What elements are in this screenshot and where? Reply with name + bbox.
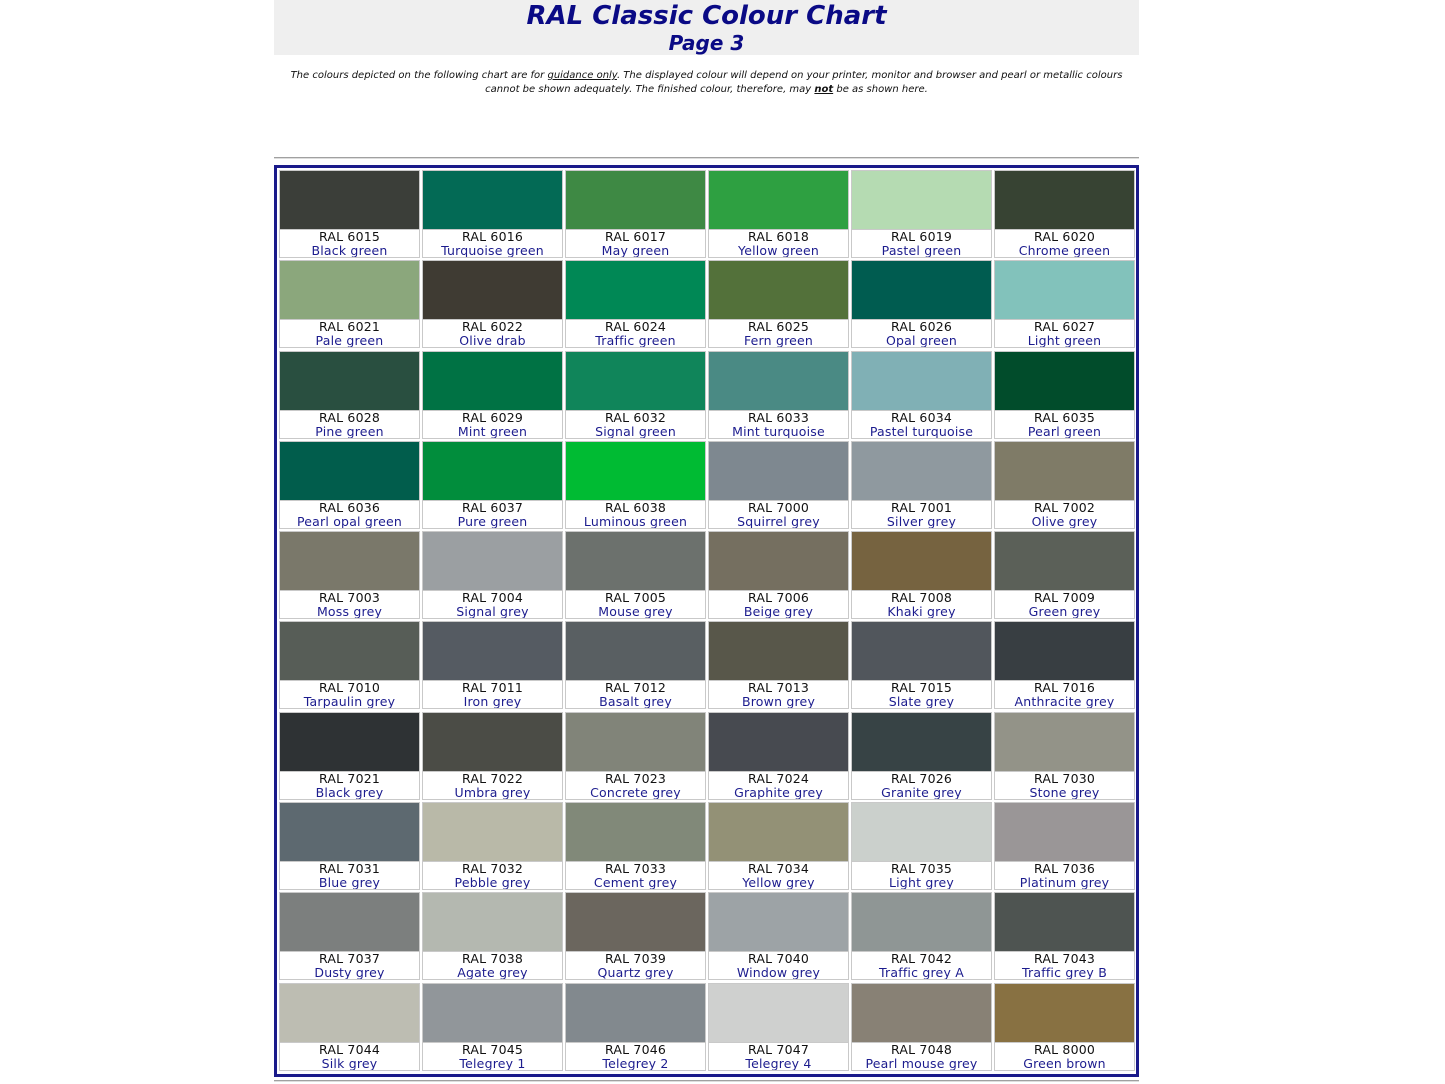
colour-code: RAL 7045	[461, 1041, 524, 1057]
colour-name: Light grey	[888, 875, 955, 891]
colour-code: RAL 6024	[604, 319, 667, 335]
colour-code: RAL 7011	[461, 680, 524, 696]
colour-swatch	[709, 171, 848, 230]
colour-cell	[279, 260, 420, 348]
colour-code: RAL 6034	[890, 409, 953, 425]
colour-name: Pastel turquoise	[869, 423, 974, 439]
colour-swatch	[566, 713, 705, 772]
colour-code: RAL 6036	[318, 499, 381, 515]
colour-cell	[565, 802, 706, 890]
colour-name: Squirrel grey	[737, 513, 820, 529]
colour-grid	[279, 170, 1135, 1071]
colour-code: RAL 7044	[318, 1041, 381, 1057]
colour-cell	[279, 712, 420, 800]
colour-cell	[279, 170, 420, 258]
colour-name: Quartz grey	[597, 965, 674, 981]
colour-name: Window grey	[736, 965, 821, 981]
colour-cell	[422, 260, 563, 348]
colour-code: RAL 7022	[461, 770, 524, 786]
colour-code: RAL 6019	[890, 229, 953, 244]
colour-cell	[708, 260, 849, 348]
colour-swatch	[995, 893, 1134, 952]
divider-top	[274, 157, 1139, 159]
colour-cell	[851, 531, 992, 619]
colour-code: RAL 7004	[461, 590, 524, 606]
colour-cell	[565, 983, 706, 1071]
colour-cell	[279, 802, 420, 890]
colour-cell	[994, 621, 1135, 709]
colour-code: RAL 7032	[461, 861, 524, 877]
colour-swatch	[566, 261, 705, 320]
colour-swatch	[280, 803, 419, 862]
colour-name: Agate grey	[457, 965, 528, 981]
colour-name: Pastel green	[881, 243, 962, 258]
colour-swatch	[280, 893, 419, 952]
colour-swatch	[995, 442, 1134, 501]
colour-cell	[565, 531, 706, 619]
colour-code: RAL 7002	[1033, 499, 1096, 515]
colour-swatch	[852, 622, 991, 681]
colour-name: Anthracite grey	[1014, 694, 1115, 710]
colour-swatch	[995, 713, 1134, 772]
colour-swatch	[566, 803, 705, 862]
colour-code: RAL 7040	[747, 951, 810, 967]
colour-cell	[708, 621, 849, 709]
colour-name: Light green	[1027, 333, 1102, 349]
colour-swatch	[995, 532, 1134, 591]
colour-code: RAL 7031	[318, 861, 381, 877]
colour-swatch	[280, 352, 419, 411]
colour-cell	[994, 351, 1135, 439]
colour-cell	[708, 441, 849, 529]
colour-cell	[851, 712, 992, 800]
colour-cell	[565, 892, 706, 980]
colour-swatch	[995, 803, 1134, 862]
colour-swatch	[423, 171, 562, 230]
colour-code: RAL 7037	[318, 951, 381, 967]
colour-swatch	[852, 171, 991, 230]
colour-chart	[274, 165, 1139, 1077]
colour-swatch	[566, 352, 705, 411]
colour-swatch	[566, 984, 705, 1043]
colour-cell	[994, 892, 1135, 980]
colour-name: Green brown	[1023, 1055, 1106, 1071]
colour-cell	[994, 441, 1135, 529]
colour-name: Pebble grey	[454, 875, 531, 891]
colour-name: Cement grey	[593, 875, 678, 891]
colour-swatch	[995, 984, 1134, 1043]
colour-swatch	[423, 984, 562, 1043]
colour-code: RAL 6033	[747, 409, 810, 425]
colour-cell	[851, 802, 992, 890]
colour-swatch	[423, 352, 562, 411]
colour-code: RAL 7000	[747, 499, 810, 515]
colour-code: RAL 7021	[318, 770, 381, 786]
colour-name: Luminous green	[583, 513, 688, 529]
colour-cell	[708, 892, 849, 980]
disclaimer-part1: The colours depicted on the following chart are for	[290, 70, 548, 81]
colour-code: RAL 7036	[1033, 861, 1096, 877]
colour-code: RAL 6025	[747, 319, 810, 335]
colour-swatch	[852, 352, 991, 411]
colour-name: Turquoise green	[441, 243, 544, 258]
colour-cell	[279, 892, 420, 980]
colour-name: Platinum grey	[1019, 875, 1110, 891]
colour-name: Black grey	[315, 784, 384, 800]
colour-cell	[708, 531, 849, 619]
colour-name: Mint green	[457, 423, 528, 439]
colour-cell	[565, 441, 706, 529]
colour-name: Chrome green	[1018, 243, 1111, 258]
colour-name: Basalt grey	[599, 694, 672, 710]
colour-swatch	[709, 984, 848, 1043]
colour-cell	[994, 712, 1135, 800]
colour-name: Concrete grey	[590, 784, 681, 800]
colour-code: RAL 6021	[318, 319, 381, 335]
colour-name: Black green	[311, 243, 388, 258]
colour-cell	[422, 351, 563, 439]
colour-swatch	[995, 261, 1134, 320]
colour-name: Tarpaulin grey	[303, 694, 396, 710]
colour-swatch	[852, 893, 991, 952]
colour-code: RAL 6026	[890, 319, 953, 335]
colour-code: RAL 7038	[461, 951, 524, 967]
colour-name: Brown grey	[741, 694, 816, 710]
colour-cell	[708, 712, 849, 800]
colour-cell	[422, 892, 563, 980]
colour-name: Pure green	[457, 513, 528, 529]
colour-swatch	[995, 352, 1134, 411]
colour-swatch	[709, 442, 848, 501]
colour-name: Traffic grey A	[879, 965, 964, 981]
colour-cell	[565, 351, 706, 439]
colour-name: Signal green	[595, 423, 676, 439]
colour-cell	[279, 351, 420, 439]
colour-cell	[994, 260, 1135, 348]
colour-cell	[851, 892, 992, 980]
colour-code: RAL 7047	[747, 1041, 810, 1057]
colour-code: RAL 6027	[1033, 319, 1096, 335]
colour-code: RAL 6018	[747, 229, 810, 244]
colour-cell	[422, 712, 563, 800]
colour-name: Yellow green	[738, 243, 819, 258]
colour-code: RAL 7009	[1033, 590, 1096, 606]
colour-cell	[708, 802, 849, 890]
colour-code: RAL 7015	[890, 680, 953, 696]
colour-swatch	[852, 261, 991, 320]
colour-cell	[565, 260, 706, 348]
colour-code: RAL 6037	[461, 499, 524, 515]
colour-name: Pearl green	[1027, 423, 1102, 439]
colour-swatch	[709, 622, 848, 681]
colour-code: RAL 7048	[890, 1041, 953, 1057]
colour-cell	[279, 531, 420, 619]
colour-code: RAL 7043	[1033, 951, 1096, 967]
colour-cell	[422, 802, 563, 890]
colour-cell	[279, 621, 420, 709]
colour-cell	[422, 441, 563, 529]
colour-swatch	[280, 171, 419, 230]
colour-name: Stone grey	[1029, 784, 1100, 800]
colour-cell	[708, 351, 849, 439]
colour-name: Green grey	[1028, 604, 1101, 620]
colour-cell	[851, 260, 992, 348]
colour-cell	[565, 621, 706, 709]
colour-cell	[279, 983, 420, 1071]
colour-cell	[994, 983, 1135, 1071]
page-title: RAL Classic Colour Chart	[526, 1, 887, 31]
colour-swatch	[852, 713, 991, 772]
colour-swatch	[423, 442, 562, 501]
colour-name: Pearl mouse grey	[865, 1055, 978, 1071]
colour-code: RAL 6038	[604, 499, 667, 515]
colour-name: Slate grey	[888, 694, 955, 710]
colour-swatch	[280, 984, 419, 1043]
colour-code: RAL 7008	[890, 590, 953, 606]
colour-code: RAL 6017	[604, 229, 667, 244]
colour-cell	[708, 983, 849, 1071]
colour-name: May green	[601, 243, 670, 258]
colour-swatch	[423, 622, 562, 681]
page-subtitle: Page 3	[668, 31, 745, 55]
colour-code: RAL 7042	[890, 951, 953, 967]
colour-name: Telegrey 2	[602, 1055, 669, 1071]
colour-name: Blue grey	[318, 875, 381, 891]
colour-swatch	[709, 803, 848, 862]
page-header	[274, 0, 1139, 55]
colour-code: RAL 7012	[604, 680, 667, 696]
colour-cell	[851, 621, 992, 709]
colour-cell	[994, 531, 1135, 619]
colour-cell	[851, 170, 992, 258]
colour-swatch	[709, 532, 848, 591]
disclaimer-part2: . The displayed colour will depend on your printer, monitor and browser and pearl or metallic colours cannot be shown adequately. The finished colour, therefore, may	[485, 70, 1123, 95]
colour-name: Opal green	[886, 333, 957, 349]
colour-cell	[565, 712, 706, 800]
colour-name: Moss grey	[316, 604, 383, 620]
colour-code: RAL 7030	[1033, 770, 1096, 786]
colour-swatch	[280, 442, 419, 501]
colour-code: RAL 7005	[604, 590, 667, 606]
colour-name: Signal grey	[456, 604, 529, 620]
colour-name: Umbra grey	[454, 784, 531, 800]
colour-swatch	[423, 713, 562, 772]
colour-name: Mouse grey	[598, 604, 673, 620]
colour-code: RAL 6035	[1033, 409, 1096, 425]
colour-cell	[994, 802, 1135, 890]
colour-code: RAL 6028	[318, 409, 381, 425]
colour-swatch	[566, 171, 705, 230]
colour-code: RAL 6032	[604, 409, 667, 425]
colour-code: RAL 7034	[747, 861, 810, 877]
colour-cell	[708, 170, 849, 258]
colour-swatch	[280, 261, 419, 320]
colour-swatch	[280, 622, 419, 681]
colour-cell	[851, 351, 992, 439]
colour-name: Dusty grey	[314, 965, 385, 981]
colour-swatch	[709, 893, 848, 952]
colour-name: Olive grey	[1031, 513, 1098, 529]
colour-code: RAL 7013	[747, 680, 810, 696]
colour-swatch	[423, 261, 562, 320]
colour-swatch	[280, 713, 419, 772]
colour-swatch	[852, 803, 991, 862]
colour-name: Pine green	[315, 423, 384, 439]
colour-code: RAL 6029	[461, 409, 524, 425]
colour-name: Traffic green	[595, 333, 676, 349]
colour-name: Yellow grey	[742, 875, 815, 891]
colour-swatch	[852, 442, 991, 501]
colour-cell	[422, 621, 563, 709]
colour-code: RAL 7046	[604, 1041, 667, 1057]
colour-name: Olive drab	[459, 333, 526, 349]
colour-code: RAL 7033	[604, 861, 667, 877]
disclaimer-part3: be as shown here.	[833, 84, 928, 95]
colour-swatch	[566, 532, 705, 591]
colour-name: Traffic grey B	[1022, 965, 1107, 981]
colour-code: RAL 7001	[890, 499, 953, 515]
colour-code: RAL 7006	[747, 590, 810, 606]
colour-swatch	[566, 893, 705, 952]
divider-bottom	[274, 1080, 1139, 1082]
colour-name: Silver grey	[886, 513, 957, 529]
colour-code: RAL 7035	[890, 861, 953, 877]
colour-swatch	[709, 352, 848, 411]
colour-code: RAL 8000	[1033, 1041, 1096, 1057]
colour-code: RAL 7023	[604, 770, 667, 786]
colour-swatch	[852, 984, 991, 1043]
colour-name: Granite grey	[881, 784, 962, 800]
colour-code: RAL 7026	[890, 770, 953, 786]
colour-name: Beige grey	[743, 604, 814, 620]
disclaimer-not: not	[814, 84, 834, 95]
colour-swatch	[709, 261, 848, 320]
colour-name: Pearl opal green	[296, 513, 403, 529]
colour-cell	[422, 531, 563, 619]
colour-name: Pale green	[315, 333, 384, 349]
colour-code: RAL 7003	[318, 590, 381, 606]
colour-cell	[422, 983, 563, 1071]
colour-swatch	[852, 532, 991, 591]
colour-swatch	[566, 622, 705, 681]
colour-swatch	[423, 532, 562, 591]
colour-swatch	[423, 893, 562, 952]
colour-cell	[851, 983, 992, 1071]
colour-name: Fern green	[743, 333, 814, 349]
colour-name: Telegrey 4	[745, 1055, 812, 1071]
colour-code: RAL 7024	[747, 770, 810, 786]
colour-cell	[422, 170, 563, 258]
colour-code: RAL 6016	[461, 229, 524, 244]
colour-swatch	[709, 713, 848, 772]
colour-swatch	[995, 622, 1134, 681]
colour-code: RAL 7010	[318, 680, 381, 696]
colour-cell	[279, 441, 420, 529]
colour-name: Graphite grey	[734, 784, 823, 800]
colour-code: RAL 6015	[318, 229, 381, 244]
colour-cell	[565, 170, 706, 258]
colour-code: RAL 6022	[461, 319, 524, 335]
colour-name: Khaki grey	[887, 604, 956, 620]
colour-name: Mint turquoise	[732, 423, 825, 439]
colour-swatch	[423, 803, 562, 862]
colour-name: Telegrey 1	[459, 1055, 526, 1071]
colour-swatch	[995, 171, 1134, 230]
colour-name: Iron grey	[463, 694, 522, 710]
colour-code: RAL 7016	[1033, 680, 1096, 696]
colour-cell	[994, 170, 1135, 258]
page	[274, 0, 1139, 1071]
colour-cell	[851, 441, 992, 529]
colour-swatch	[280, 532, 419, 591]
colour-code: RAL 7039	[604, 951, 667, 967]
colour-name: Silk grey	[321, 1055, 378, 1071]
colour-swatch	[566, 442, 705, 501]
disclaimer-guidance: guidance only	[547, 70, 617, 81]
disclaimer-text	[274, 69, 1139, 97]
colour-code: RAL 6020	[1033, 229, 1096, 244]
